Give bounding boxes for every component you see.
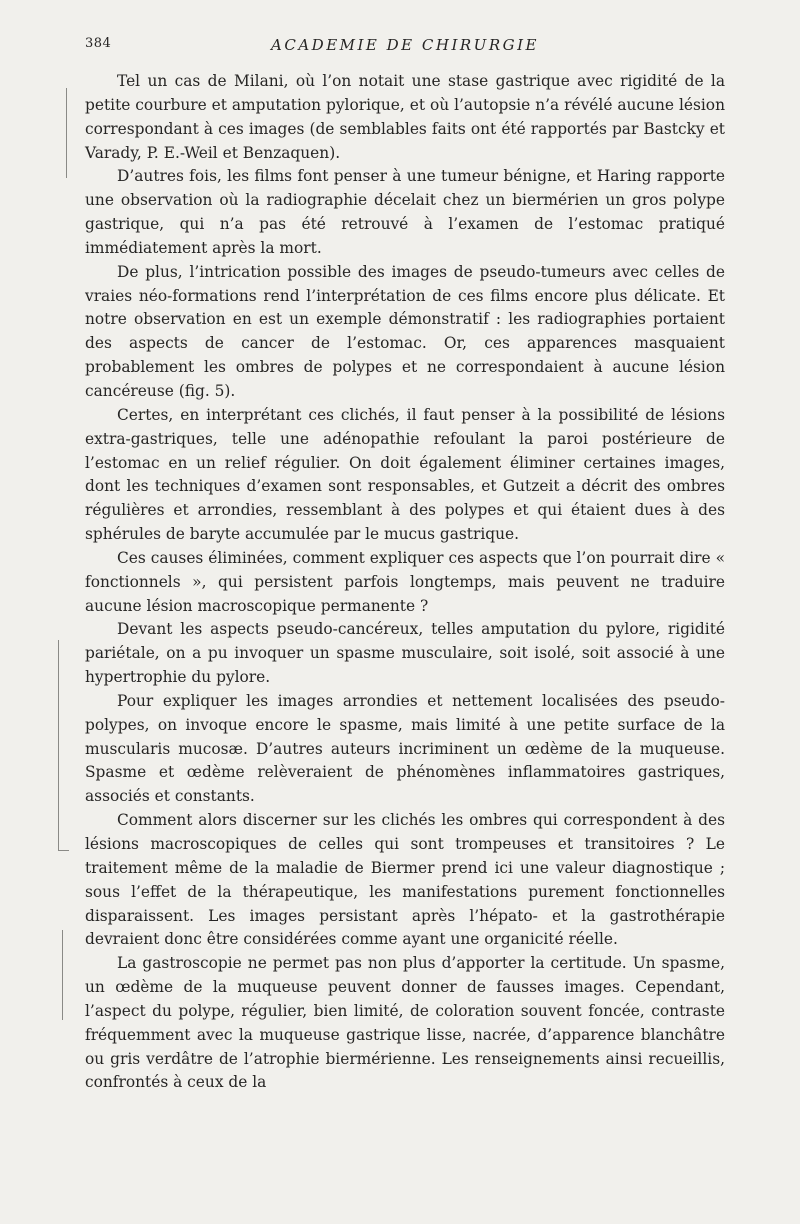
margin-pencil-mark (58, 640, 59, 840)
paragraph-4: Certes, en interprétant ces clichés, il faut penser à la possibilité de lésions extra-gastriques, telle une adénopathie refoulant la paroi postérieure de l’estomac en un relief régulier. On doit également éliminer certaines images, dont les techniques d’examen sont responsables, et Gutzeit a décrit des ombres régulières et arrondies, ressemblant à des polypes et qui étaient dues à des sphérules de baryte accumulée par le mucus gastrique. (85, 405, 725, 544)
body-text (85, 70, 725, 1095)
paragraph-9: La gastroscopie ne permet pas non plus d’apporter la certitude. Un spasme, un œdème de la muqueuse peuvent donner de fausses images. Cependant, l’aspect du polype, régulier, bien limité, de coloration souvent foncée, contraste fréquemment avec la muqueuse gastrique lisse, nacrée, d’apparence blanchâtre ou gris verdâtre de l’atrophie biermérienne. Les renseignements ainsi recueillis, confrontés à ceux de la (85, 954, 725, 1092)
paragraph-7: Pour expliquer les images arrondies et nettement localisées des pseudo-polypes, on invoque encore le spasme, mais limité à une petite surface de la muscularis mucosæ. D’autres auteurs incriminent un œdème de la muqueuse. Spasme et œdème relèveraient de phénomènes inflammatoires gastriques, associés et constants. (85, 691, 725, 806)
margin-pencil-hook (58, 840, 69, 851)
paragraph-5: Ces causes éliminées, comment expliquer ces aspects que l’on pourrait dire « fonctionnels », qui persistent parfois longtemps, mais peuvent ne traduire aucune lésion macroscopique permanente ? (85, 548, 725, 615)
paragraph-3: De plus, l’intrication possible des images de pseudo-tumeurs avec celles de vraies néo-formations rend l’interprétation de ces films encore plus délicate. Et notre observation en est un exemple démonstratif : les radiographies portaient des aspects de cancer de l’estomac. Or, ces apparences masquaient probablement les ombres de polypes et ne correspondaient à aucune lésion cancéreuse (fig. 5). (85, 262, 725, 400)
journal-title: ACADEMIE DE CHIRURGIE (271, 36, 539, 54)
page-number: 384 (85, 36, 112, 51)
running-head (85, 36, 725, 56)
margin-pencil-mark (62, 930, 63, 1020)
paragraph-2: D’autres fois, les films font penser à une tumeur bénigne, et Haring rapporte une observation où la radiographie décelait chez un biermérien un gros polype gastrique, qui n’a pas été retrouvé à l’examen de l’estomac pratiqué immédiatement après la mort. (85, 167, 725, 257)
paragraph-1: Tel un cas de Milani, où l’on notait une stase gastrique avec rigidité de la petite courbure et amputation pylorique, et où l’autopsie n’a révélé aucune lésion correspondant à ces images (de semblables faits ont été rapportés par Bastcky et Varady, P. E.-Weil et Benzaquen). (85, 72, 725, 162)
paragraph-8: Comment alors discerner sur les clichés les ombres qui correspondent à des lésions macroscopiques de celles qui sont trompeuses et transitoires ? Le traitement même de la maladie de Biermer prend ici une valeur diagnostique ; sous l’effet de la thérapeutique, les manifestations purement fonctionnelles disparaissent. Les images persistant après l’hépato- et la gastrothérapie devraient donc être considérées comme ayant une organicité réelle. (85, 811, 725, 949)
paragraph-6: Devant les aspects pseudo-cancéreux, telles amputation du pylore, rigidité pariétale, on a pu invoquer un spasme musculaire, soit isolé, soit associé à une hypertrophie du pylore. (85, 620, 725, 687)
margin-pencil-mark (66, 88, 67, 178)
